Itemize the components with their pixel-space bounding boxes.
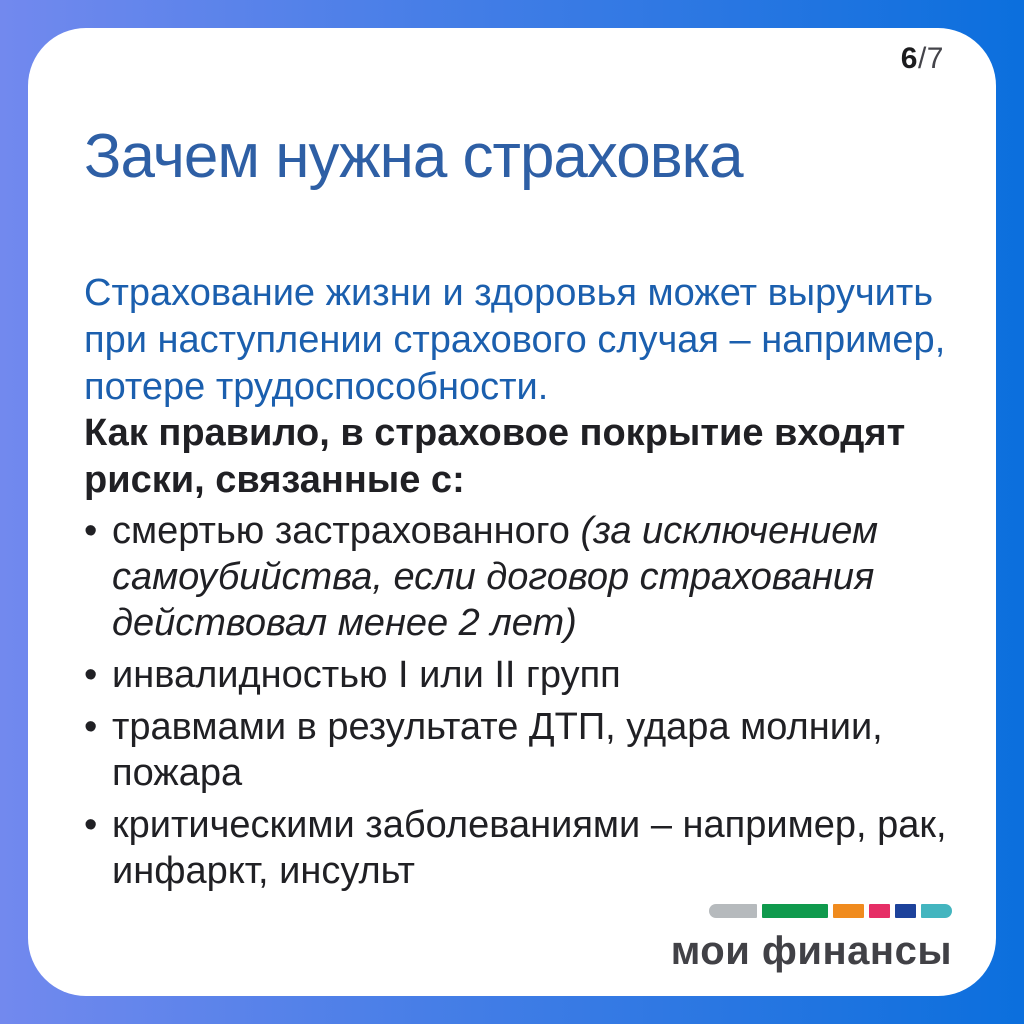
subheading-line: риски, связанные с: [84,459,465,501]
page-title: Зачем нужна страховка [84,122,743,191]
logo-bar-segment-green [762,904,828,918]
logo-bar [709,904,952,918]
intro-line: потере трудоспособности. [84,366,549,408]
bullet-text-italic: действовал менее 2 лет) [112,602,577,644]
bullet-text: травмами в результате ДТП, удара молнии, [112,706,883,748]
bullet-text: критическими заболеваниями – например, рак, [112,804,947,846]
bullet-marker: • [84,804,98,846]
bullet-text-italic: самоубийства, если договор страхования [112,556,875,598]
logo-text: мои финансы [670,929,952,973]
bullet-text: смертью застрахованного [112,510,581,552]
subheading [84,410,905,504]
bullet-text: инвалидностью I или II групп [112,654,621,696]
bullet-text-italic: (за исключением [580,510,879,552]
list-item-death [84,508,947,646]
list-item-illness [84,802,947,894]
page-indicator [901,42,944,76]
logo-bar-segment-teal [921,904,952,918]
list-item-disability [84,652,947,698]
page-total: /7 [917,42,944,75]
logo-bar-segment-navy [895,904,916,918]
bullet-marker: • [84,706,98,748]
bullet-marker: • [84,510,98,552]
content-card [28,28,996,996]
logo-bar-segment-pink [869,904,890,918]
bullet-text: пожара [112,752,243,794]
bullet-text: инфаркт, инсульт [112,850,415,892]
intro-line: при наступлении страхового случая – например, [84,319,946,361]
intro-line: Страхование жизни и здоровья может выручить [84,272,934,314]
intro-paragraph [84,270,945,411]
subheading-line: Как правило, в страховое покрытие входят [84,412,906,454]
logo-bar-segment-orange [833,904,864,918]
risk-bullet-list [84,508,947,894]
list-item-injury [84,704,947,796]
bullet-marker: • [84,654,98,696]
logo-bar-segment-gray [709,904,757,918]
page-current: 6 [900,42,918,75]
moi-finansy-logo [671,904,952,974]
